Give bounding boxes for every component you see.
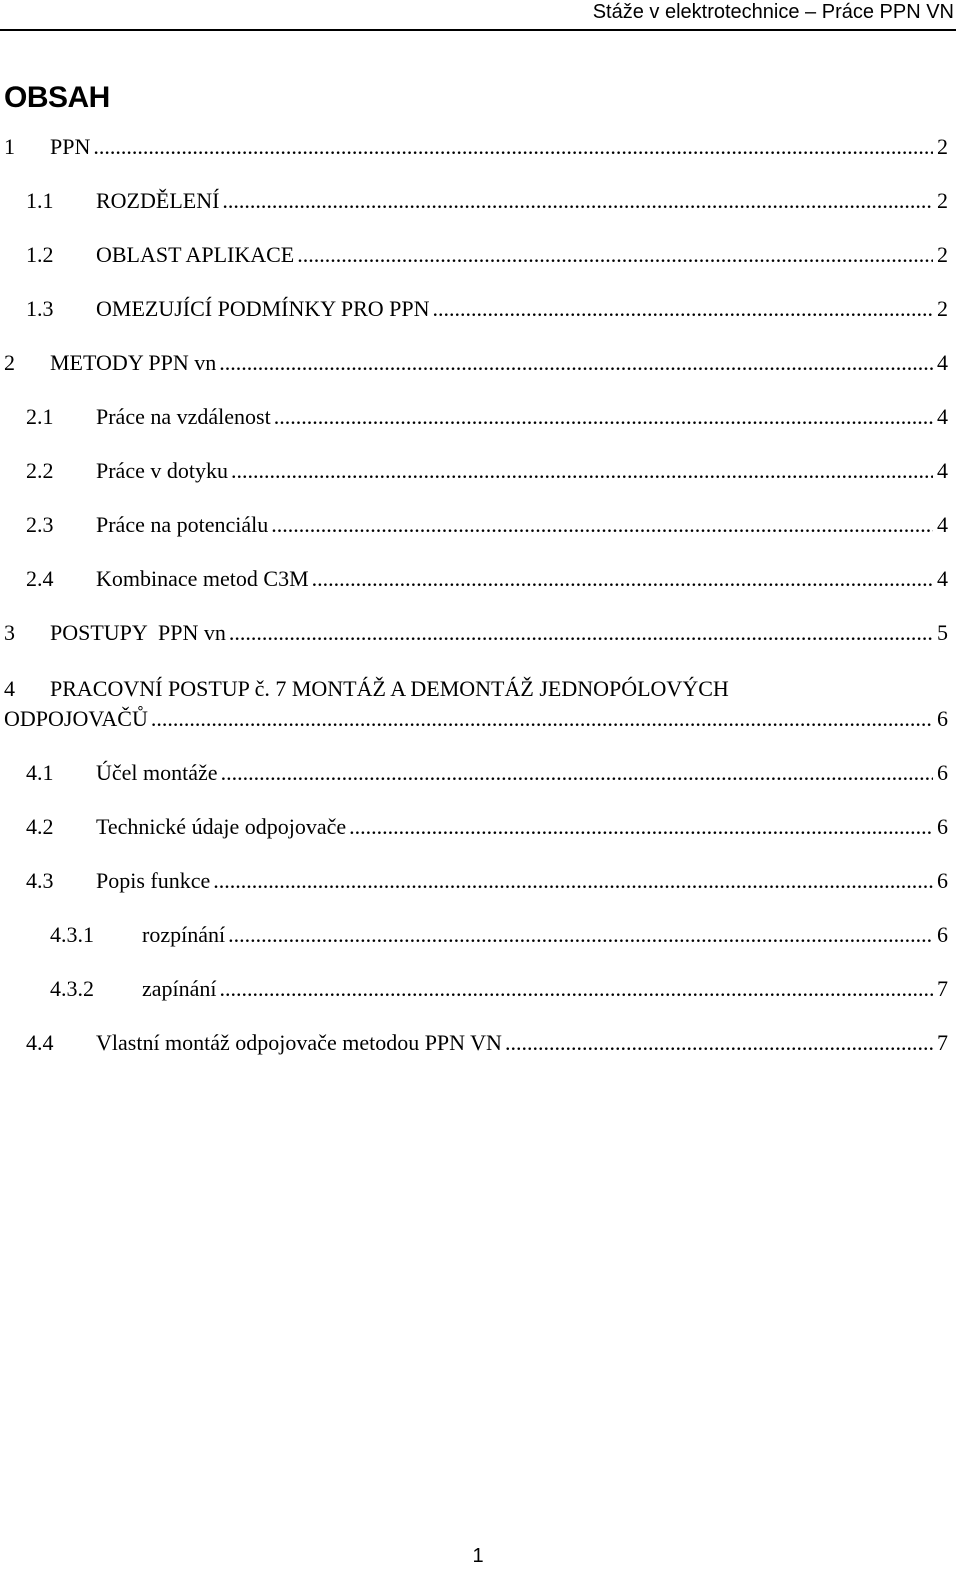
toc-entry-leader (294, 240, 933, 270)
toc-entry[interactable] (4, 618, 948, 648)
toc-entry-number: 4.3.2 (50, 976, 94, 1001)
toc-entry-label: Technické údaje odpojovače (96, 814, 347, 839)
toc-entry-page: 4 (937, 458, 948, 483)
toc-entry-leader (225, 920, 933, 950)
toc-entry[interactable] (26, 812, 948, 842)
toc-entry-leader (226, 618, 933, 648)
toc-entry[interactable] (50, 920, 948, 950)
toc-entry-leader (216, 348, 933, 378)
toc-entry-number: 1 (4, 134, 15, 159)
toc-entry-leader (228, 456, 933, 486)
toc-entry-label: OBLAST APLIKACE (96, 242, 295, 267)
toc-entry-label: Práce na vzdálenost (96, 404, 271, 429)
toc-entry-label-continued: ODPOJOVAČŮ (4, 706, 148, 731)
toc-entry[interactable] (26, 240, 948, 270)
toc-entry[interactable] (26, 510, 948, 540)
toc-entry-leader (148, 704, 933, 734)
toc-entry-number: 4.3 (26, 868, 54, 893)
toc-entry-page: 2 (937, 134, 948, 159)
toc-entry[interactable] (26, 564, 948, 594)
toc-entry-page: 6 (937, 706, 948, 731)
toc-entry-page: 6 (937, 922, 948, 947)
toc-entry-leader (430, 294, 933, 324)
toc-entry-leader (309, 564, 933, 594)
toc-entry-page: 4 (937, 512, 948, 537)
toc-entry-leader (502, 1028, 933, 1058)
toc-entry-label: Práce na potenciálu (96, 512, 269, 537)
toc-entry[interactable] (26, 456, 948, 486)
page-number: 1 (472, 1545, 484, 1567)
toc-entry-number: 4.4 (26, 1030, 54, 1055)
header-title: Stáže v elektrotechnice – Práce PPN VN (592, 1, 954, 23)
toc-entry-leader (346, 812, 933, 842)
toc-entry-label: OMEZUJÍCÍ PODMÍNKY PRO PPN (96, 296, 430, 321)
toc-entry-page: 2 (937, 296, 948, 321)
toc-entry-label: rozpínání (142, 922, 226, 947)
toc-entry-number: 4.2 (26, 814, 54, 839)
toc-entry-number: 1.2 (26, 242, 54, 267)
toc-entry-page: 4 (937, 350, 948, 375)
toc-entry-label: Kombinace metod C3M (96, 566, 309, 591)
toc-entry[interactable] (26, 758, 948, 788)
toc-entry[interactable] (4, 348, 948, 378)
toc-entry-number: 2.1 (26, 404, 54, 429)
toc-entry-page: 4 (937, 404, 948, 429)
toc-entry-number: 2.2 (26, 458, 54, 483)
toc-entry-label: Práce v dotyku (96, 458, 228, 483)
toc-entry-number: 4.3.1 (50, 922, 94, 947)
toc-entry-page: 6 (937, 868, 948, 893)
toc-entry[interactable] (26, 186, 948, 216)
toc-entry[interactable] (50, 974, 948, 1004)
page-header (0, 0, 956, 31)
toc-entry-page: 4 (937, 566, 948, 591)
toc-entry-page: 7 (937, 976, 948, 1001)
toc-entry-page: 5 (937, 620, 948, 645)
toc-entry-label: Popis funkce (96, 868, 211, 893)
toc-entry[interactable] (26, 294, 948, 324)
toc-entry-leader (219, 186, 933, 216)
toc-entry-label: ROZDĚLENÍ (96, 188, 220, 213)
toc-entry-page: 7 (937, 1030, 948, 1055)
toc-entry-number: 2 (4, 350, 15, 375)
toc-entry-page: 2 (937, 188, 948, 213)
toc-entry-number: 2.3 (26, 512, 54, 537)
toc-entry-number: 1.1 (26, 188, 54, 213)
toc-entry-label: Vlastní montáž odpojovače metodou PPN VN (96, 1030, 502, 1055)
toc-entry-label: zapínání (142, 976, 217, 1001)
toc-entry-page: 6 (937, 760, 948, 785)
toc-entry-label: POSTUPY PPN vn (50, 620, 226, 645)
toc-entry-leader (271, 402, 933, 432)
toc-title: OBSAH (4, 81, 110, 114)
toc-entry-label: METODY PPN vn (50, 350, 217, 375)
toc-entry-number: 1.3 (26, 296, 54, 321)
toc-entry-label: PPN (50, 134, 91, 159)
toc-entry-leader (90, 132, 933, 162)
toc-entry-leader (218, 758, 933, 788)
toc-entry-page: 6 (937, 814, 948, 839)
toc-entry-leader (268, 510, 933, 540)
toc-entry[interactable] (26, 1028, 948, 1058)
toc-entry-number: 3 (4, 620, 15, 645)
toc-entry-label: Účel montáže (96, 760, 218, 785)
toc-entry-leader (217, 974, 933, 1004)
toc-entry-number: 4.1 (26, 760, 54, 785)
toc-entry-number: 2.4 (26, 566, 54, 591)
toc-entry-number: 4 (4, 676, 15, 701)
toc-entry-first-line[interactable] (4, 674, 729, 704)
toc-entry[interactable] (4, 132, 948, 162)
toc-entry-leader (210, 866, 933, 896)
toc-entry[interactable] (4, 704, 948, 734)
toc-entry[interactable] (26, 402, 948, 432)
toc-entry-label: PRACOVNÍ POSTUP č. 7 MONTÁŽ A DEMONTÁŽ JEDNOPÓLOVÝCH (50, 676, 729, 701)
toc-entry-page: 2 (937, 242, 948, 267)
toc-entry[interactable] (26, 866, 948, 896)
